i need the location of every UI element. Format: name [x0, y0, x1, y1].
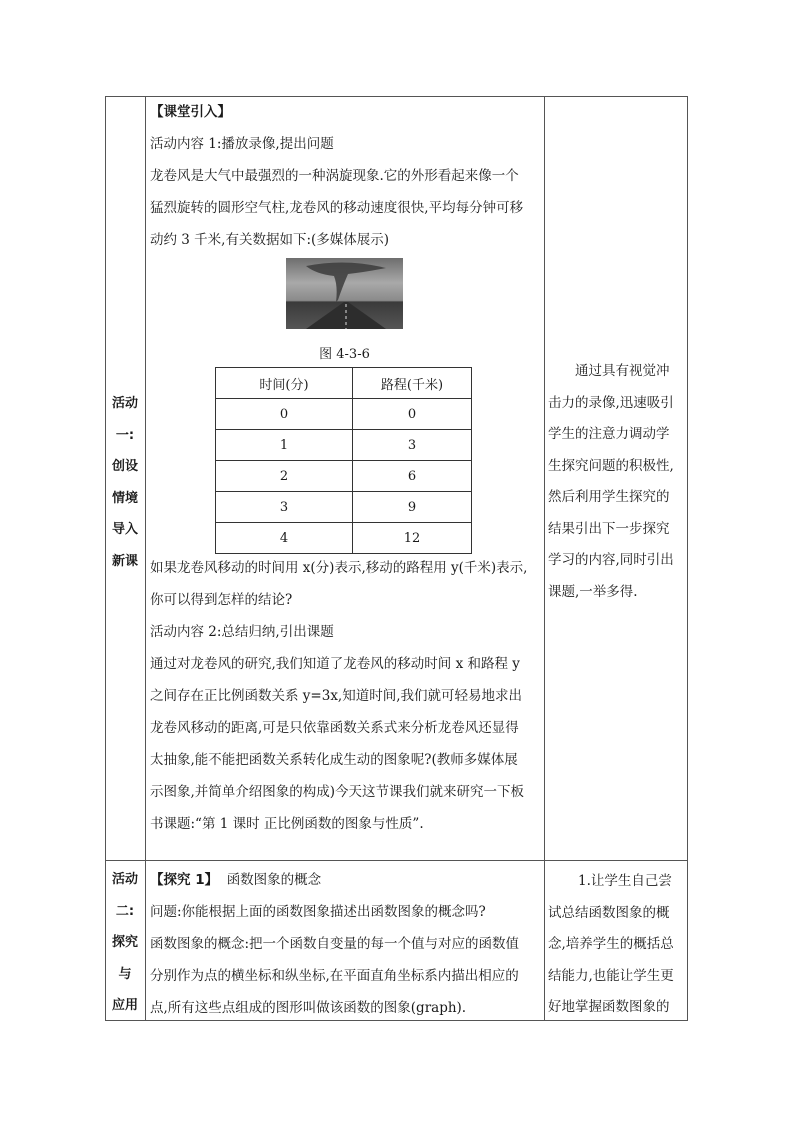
note-line: 学生的注意力调动学 — [548, 426, 670, 442]
figure-caption: 图 4-3-6 — [319, 347, 370, 362]
note-line: 1.让学生自己尝 — [578, 873, 672, 889]
summary-line: 太抽象,能不能把函数关系转化成生动的图象呢?(教师多媒体展 — [150, 752, 518, 768]
label-line: 与 — [118, 966, 132, 982]
intro-line: 龙卷风是大气中最强烈的一种涡旋现象.它的外形看起来像一个 — [150, 168, 519, 184]
table-divider — [145, 97, 146, 1020]
section-title: 【课堂引入】 — [150, 104, 231, 120]
content-line: 点,所有这些点组成的图形叫做该函数的图象(graph). — [150, 1000, 467, 1016]
table-cell: 3 — [216, 492, 353, 523]
note-line: 通过具有视觉冲 — [575, 363, 670, 379]
table-cell: 2 — [216, 461, 353, 492]
table-cell: 4 — [216, 523, 353, 554]
activity-content-1: 活动内容 1:播放录像,提出问题 — [150, 136, 334, 152]
note-line: 结果引出下一步探究 — [548, 520, 670, 537]
summary-line: 示图象,并简单介绍图象的构成)今天这节课我们就来研究一下板 — [150, 784, 525, 800]
section-title: 【探究 1】 — [150, 872, 219, 888]
table-row — [216, 461, 472, 492]
question-line: 你可以得到怎样的结论? — [150, 592, 293, 608]
table-header: 路程(千米) — [353, 368, 472, 399]
note-line: 击力的录像,迅速吸引 — [548, 394, 674, 411]
table-divider — [106, 860, 687, 861]
table-cell: 0 — [216, 399, 353, 430]
activity-one-label — [105, 388, 145, 577]
table-cell: 12 — [353, 523, 472, 554]
activity-one-content-continued — [150, 552, 545, 840]
label-line: 活动 — [111, 396, 138, 411]
table-cell: 0 — [353, 399, 472, 430]
section-heading — [150, 864, 545, 896]
label-line: 一: — [115, 427, 135, 443]
activity-two-content — [150, 864, 545, 1024]
note-line: 好地掌握函数图象的 — [548, 999, 670, 1015]
note-line: 然后利用学生探究的 — [548, 489, 670, 505]
activity-two-label — [105, 864, 145, 1022]
table-header: 时间(分) — [216, 368, 353, 399]
summary-line: 通过对龙卷风的研究,我们知道了龙卷风的移动时间 x 和路程 y — [150, 656, 520, 672]
label-line: 活动 — [111, 872, 138, 887]
section-subtitle: 函数图象的概念 — [226, 872, 322, 888]
label-line: 新课 — [111, 553, 138, 569]
table-cell: 9 — [353, 492, 472, 523]
summary-line: 书课题:“第 1 课时 正比例函数的图象与性质”. — [150, 816, 424, 832]
content-line: 问题:你能根据上面的函数图象描述出函数图象的概念吗? — [150, 904, 486, 920]
table-row — [216, 430, 472, 461]
activity-two-note — [548, 866, 686, 1024]
intro-line: 猛烈旋转的圆形空气柱,龙卷风的移动速度很快,平均每分钟可移 — [150, 200, 524, 216]
note-line: 课题,一举多得. — [548, 583, 638, 600]
table-row — [216, 492, 472, 523]
table-row — [216, 523, 472, 554]
activity-one-content — [150, 96, 540, 256]
content-line: 函数图象的概念:把一个函数自变量的每一个值与对应的函数值 — [150, 936, 520, 952]
summary-line: 之间存在正比例函数关系 y=3x,知道时间,我们就可轻易地求出 — [150, 688, 523, 704]
note-line: 生探究问题的积极性, — [548, 457, 674, 474]
label-line: 创设 — [111, 459, 138, 474]
table-cell: 1 — [216, 430, 353, 461]
summary-line: 龙卷风移动的距离,可是只依靠函数关系式来分析龙卷风还显得 — [150, 720, 519, 736]
note-line: 念,培养学生的概括总 — [548, 936, 674, 952]
note-line: 试总结函数图象的概 — [548, 904, 670, 921]
label-line: 情境 — [111, 490, 138, 506]
tornado-photo — [286, 258, 403, 329]
data-table — [215, 367, 472, 554]
label-line: 导入 — [111, 522, 138, 537]
intro-line: 动约 3 千米,有关数据如下:(多媒体展示) — [150, 232, 390, 248]
table-header-row — [216, 368, 472, 399]
table-cell: 6 — [353, 461, 472, 492]
activity-content-2: 活动内容 2:总结归纳,引出课题 — [150, 624, 334, 640]
label-line: 探究 — [111, 935, 138, 950]
activity-one-note — [548, 356, 684, 608]
question-line: 如果龙卷风移动的时间用 x(分)表示,移动的路程用 y(千米)表示, — [150, 560, 528, 576]
content-line: 分别作为点的横坐标和纵坐标,在平面直角坐标系内描出相应的 — [150, 968, 519, 984]
table-cell: 3 — [353, 430, 472, 461]
note-line: 学习的内容,同时引出 — [548, 552, 674, 568]
label-line: 二: — [115, 903, 135, 919]
label-line: 应用 — [111, 998, 138, 1013]
note-line: 结能力,也能让学生更 — [548, 967, 674, 984]
table-row — [216, 399, 472, 430]
